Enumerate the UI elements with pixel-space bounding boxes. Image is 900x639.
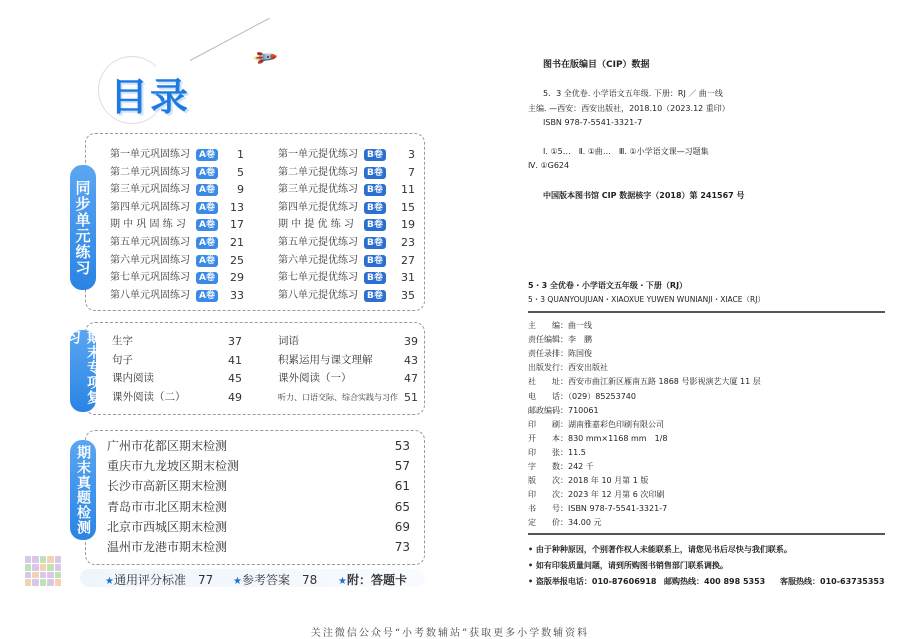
cip-class1: Ⅰ. ①5… Ⅱ. ①曲… Ⅲ. ①小学语文课—习题集 — [543, 147, 709, 156]
page-number: 21 — [230, 236, 244, 249]
rocket-icon: 🚀 — [251, 43, 279, 72]
toc-entry[interactable]: 课外阅读（二） — [112, 390, 186, 403]
toc-entry[interactable]: 课外阅读（一） — [278, 372, 352, 384]
page-number: 45 — [228, 372, 242, 385]
toc-entry[interactable]: 课内阅读 — [112, 372, 154, 384]
page-number: 65 — [394, 499, 410, 514]
page-number: 25 — [230, 253, 244, 267]
page-number: 5 — [237, 165, 244, 179]
colophon-field: 责任编辑：李 鹏 — [528, 335, 592, 345]
bottom-item-answers[interactable]: ★参考答案 78 — [233, 573, 318, 587]
toc-entry[interactable]: 重庆市九龙坡区期末检测 — [107, 459, 240, 474]
colophon-title-pinyin: 5・3 QUANYOUJUAN・XIAOXUE YUWEN WUNIANJI・XIACE（RJ） — [528, 295, 765, 304]
page-number: 11 — [401, 183, 415, 197]
page-number: 51 — [404, 390, 418, 404]
page-number: 41 — [228, 353, 242, 367]
publisher-logo — [25, 556, 61, 586]
paper-badge: A卷 — [196, 149, 218, 161]
toc-entry[interactable]: 第四单元巩固练习 — [110, 201, 190, 213]
paper-badge: A卷 — [196, 290, 218, 302]
toc-entry[interactable]: 积累运用与课文理解 — [278, 353, 373, 366]
toc-entry[interactable]: 第五单元提优练习 — [278, 237, 358, 248]
paper-badge: B卷 — [364, 290, 386, 302]
page-number: 49 — [228, 390, 242, 404]
paper-badge: A卷 — [196, 255, 218, 267]
colophon-field: 印 次：2023 年 12 月第 6 次印刷 — [528, 490, 665, 500]
paper-badge: A卷 — [196, 272, 218, 284]
paper-badge: A卷 — [196, 237, 218, 249]
toc-entry[interactable]: 第四单元提优练习 — [278, 201, 358, 213]
page-number: 73 — [394, 540, 410, 554]
paper-badge: B卷 — [364, 272, 386, 284]
page-number: 33 — [230, 288, 244, 302]
footer-watermark: 关注微信公众号“小考数辅站”获取更多小学数辅资料 — [310, 628, 590, 639]
toc-entry[interactable]: 青岛市市北区期末检测 — [107, 499, 228, 514]
star-icon: ★ — [338, 576, 347, 587]
page-number: 1 — [237, 148, 244, 161]
toc-entry[interactable]: 第六单元巩固练习 — [110, 254, 190, 266]
paper-badge: A卷 — [196, 202, 218, 214]
colophon-field: 主 编：曲一线 — [528, 321, 592, 330]
paper-badge: A卷 — [196, 167, 218, 179]
colophon-field: 印 刷：湖南雅嘉彩色印刷有限公司 — [528, 419, 664, 429]
note-2: • 如有印装质量问题，请到所购图书销售部门联系调换。 — [528, 561, 728, 570]
page-number: 39 — [404, 335, 418, 348]
page-title: 目录 — [110, 75, 191, 119]
hotline-mail: 邮购热线：400 898 5353 — [664, 577, 766, 586]
page-number: 47 — [404, 372, 418, 385]
page-number: 3 — [408, 148, 415, 161]
paper-badge: A卷 — [196, 184, 218, 196]
page-number: 7 — [408, 165, 415, 179]
cip-class2: Ⅳ. ①G624 — [528, 161, 570, 170]
page-number: 61 — [394, 479, 410, 494]
colophon-field: 社 址：西安市曲江新区雁南五路 1868 号影视演艺大厦 11 层 — [528, 377, 761, 387]
toc-entry[interactable]: 第七单元巩固练习 — [110, 272, 190, 284]
page-number: 43 — [404, 353, 418, 367]
page-number: 37 — [228, 335, 242, 348]
hotline-service: 客服热线：010-63735353 — [780, 577, 885, 586]
toc-entry[interactable]: 生字 — [112, 335, 133, 347]
toc-entry[interactable]: 第七单元提优练习 — [278, 272, 358, 284]
toc-entry[interactable]: 第三单元提优练习 — [278, 184, 358, 196]
toc-entry[interactable]: 第八单元提优练习 — [278, 289, 358, 301]
colophon-field: 开 本：830 mm×1168 mm 1/8 — [528, 433, 668, 443]
cip-isbn: ISBN 978-7-5541-3321-7 — [543, 118, 643, 127]
cip-line1: 5．3 全优卷. 小学语文五年级. 下册：RJ ／ 曲一线 — [543, 89, 723, 98]
toc-entry[interactable]: 第一单元巩固练习 — [110, 149, 190, 160]
toc-entry[interactable]: 广州市花都区期末检测 — [107, 439, 228, 453]
bottom-item-scoring[interactable]: ★通用评分标准 77 — [105, 573, 214, 587]
colophon-field: 出版发行：西安出版社 — [528, 363, 608, 373]
toc-entry[interactable]: 第八单元巩固练习 — [110, 289, 190, 301]
page-number: 69 — [394, 519, 410, 534]
cip-record: 中国版本图书馆 CIP 数据核字（2018）第 241567 号 — [543, 191, 745, 200]
page-number: 19 — [401, 218, 415, 232]
paper-badge: B卷 — [364, 237, 386, 249]
toc-entry[interactable]: 期 中 巩 固 练 习 — [110, 219, 186, 231]
cip-heading: 图书在版编目（CIP）数据 — [543, 60, 650, 70]
colophon-title-cn: 5・3 全优卷・小学语文五年级・下册（RJ） — [528, 281, 688, 290]
section-tab-sync: 同步单元练习 — [70, 165, 96, 290]
page-number: 9 — [237, 183, 244, 197]
cip-line2: 主编. —西安：西安出版社，2018.10（2023.12 重印） — [528, 104, 730, 113]
page-number: 23 — [401, 236, 415, 249]
page-number: 57 — [394, 459, 410, 474]
colophon-field: 邮政编码：710061 — [528, 405, 599, 415]
toc-entry[interactable]: 第二单元巩固练习 — [110, 166, 190, 178]
page-number: 29 — [230, 271, 244, 285]
toc-entry[interactable]: 期 中 提 优 练 习 — [278, 219, 354, 231]
toc-entry[interactable]: 温州市龙港市期末检测 — [107, 540, 228, 554]
toc-entry[interactable]: 第六单元提优练习 — [278, 254, 358, 266]
paper-badge: B卷 — [364, 149, 386, 161]
page-number: 31 — [401, 271, 415, 285]
colophon-field: 字 数：242 千 — [528, 462, 594, 471]
paper-badge: A卷 — [196, 219, 218, 231]
toc-entry[interactable]: 词语 — [278, 335, 299, 347]
divider — [528, 311, 885, 313]
colophon-field: 印 张：11.5 — [528, 447, 586, 457]
colophon-field: 责任录排：陈国俊 — [528, 349, 592, 359]
page-number: 17 — [230, 218, 244, 232]
star-icon: ★ — [105, 576, 114, 587]
toc-entry[interactable]: 第二单元提优练习 — [278, 166, 358, 178]
star-icon: ★ — [233, 576, 242, 587]
page-number: 53 — [394, 439, 410, 453]
section-tab-exams: 期末真题检测 — [70, 440, 96, 540]
paper-badge: B卷 — [364, 167, 386, 179]
toc-entry[interactable]: 第一单元提优练习 — [278, 149, 358, 160]
toc-entry[interactable]: 长沙市高新区期末检测 — [107, 479, 228, 494]
toc-entry[interactable]: 北京市西城区期末检测 — [107, 519, 228, 534]
paper-badge: B卷 — [364, 219, 386, 231]
page-number: 15 — [401, 200, 415, 214]
colophon-field: 版 次：2018 年 10 月第 1 版 — [528, 476, 649, 486]
bottom-item-answer-sheet[interactable]: ★附：答题卡 — [338, 573, 407, 587]
section-tab-review: 期末专项复习 — [70, 330, 96, 412]
hotline-piracy: • 盗版举报电话：010-87606918 — [528, 577, 657, 586]
toc-entry[interactable]: 第五单元巩固练习 — [110, 237, 190, 248]
paper-badge: B卷 — [364, 202, 386, 214]
colophon-field: 书 号：ISBN 978-7-5541-3321-7 — [528, 504, 668, 514]
page-number: 27 — [401, 253, 415, 267]
note-1: • 由于种种原因，个别著作权人未能联系上，请您见书后尽快与我们联系。 — [528, 545, 792, 554]
colophon-field: 定 价：34.00 元 — [528, 518, 602, 528]
toc-entry[interactable]: 句子 — [112, 353, 133, 366]
toc-entry[interactable]: 听力、口语交际、综合实践与习作 — [278, 392, 398, 402]
paper-badge: B卷 — [364, 255, 386, 267]
page-number: 13 — [230, 200, 244, 214]
paper-badge: B卷 — [364, 184, 386, 196]
toc-entry[interactable]: 第三单元巩固练习 — [110, 184, 190, 196]
page-number: 35 — [401, 288, 415, 302]
colophon-field: 电 话：（029）85253740 — [528, 391, 636, 401]
divider — [528, 533, 885, 535]
